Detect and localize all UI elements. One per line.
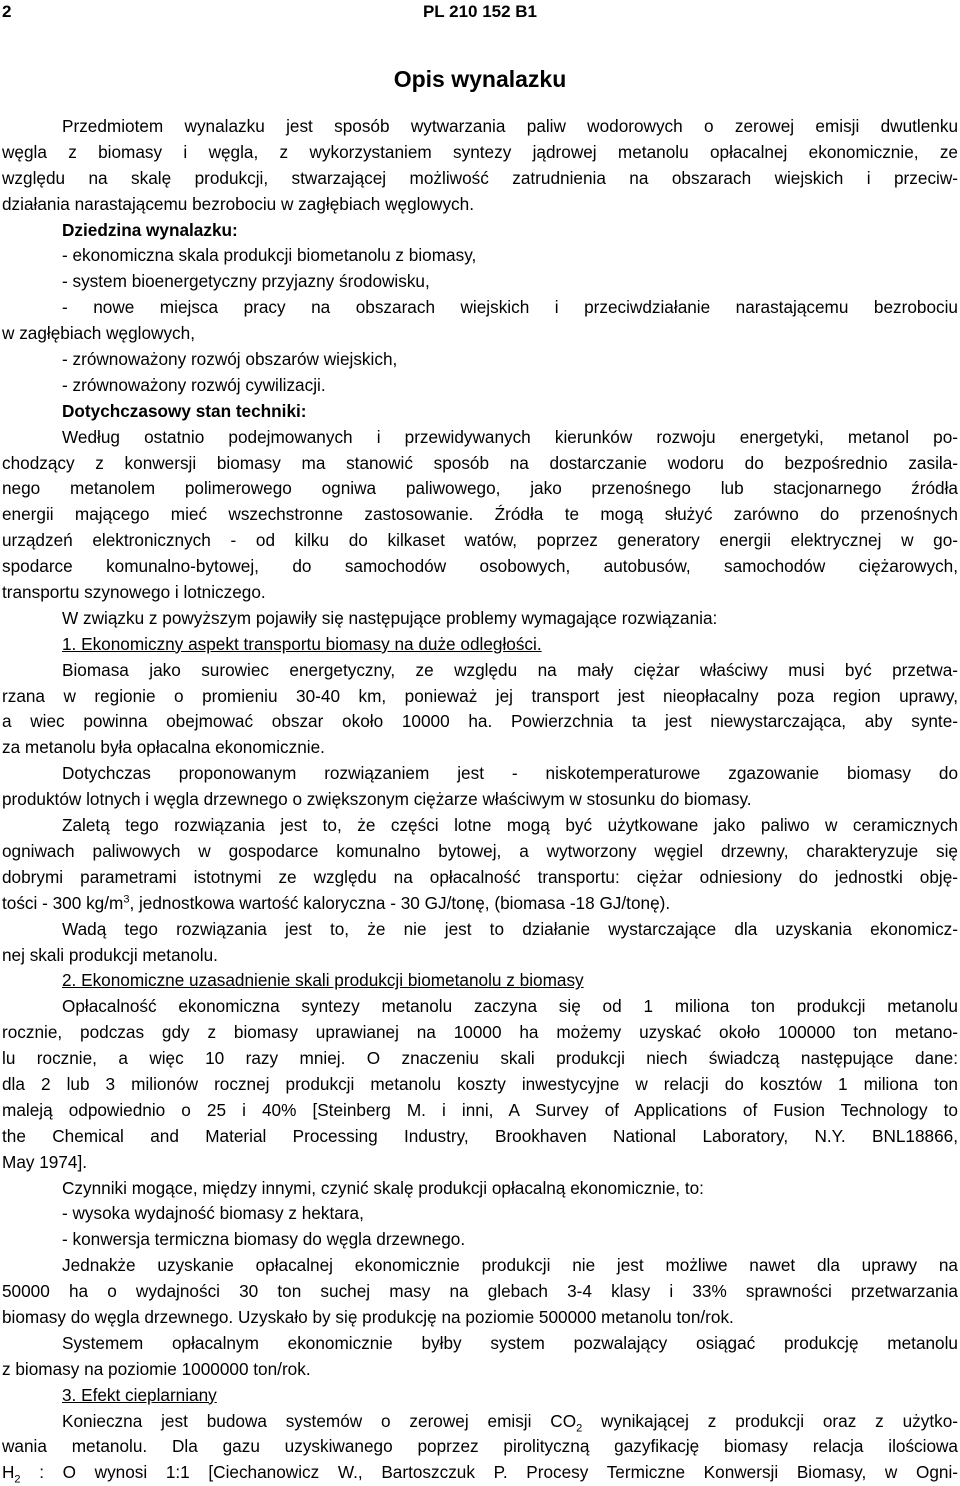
text-line: Dotychczas proponowanym rozwiązaniem jest - niskotemperaturowe zgazowanie biomasy do (62, 763, 958, 784)
text-line: transportu szynowego i lotniczego. (2, 582, 266, 603)
text-span: Konieczna jest budowa systemów o zerowej emisji CO (62, 1410, 577, 1431)
text-line: wania metanolu. Dla gazu uzyskiwanego poprzez pirolityczną gazyfikację biomasy relacja ilościowa (2, 1436, 958, 1457)
text-line: Według ostatnio podejmowanych i przewidywanych kierunków rozwoju energetyki, metanol po- (62, 426, 958, 447)
text-line: w zagłębiach węglowych, (2, 323, 195, 344)
text-line: względu na skalę produkcji, stwarzającej możliwość zatrudnienia na obszarach wiejskich i przeciw- (2, 167, 958, 188)
list-item: - system bioenergetyczny przyjazny środowisku, (62, 271, 430, 292)
text-line: maleją odpowiednio o 25 i 40% [Steinberg M. i inni, A Survey of Applications of Fusion Technology to (2, 1099, 958, 1120)
list-item: - zrównoważony rozwój cywilizacji. (62, 374, 326, 395)
text-line: May 1974]. (2, 1151, 88, 1172)
text-line: działania narastającemu bezrobociu w zagłębiach węglowych. (2, 193, 474, 214)
text-line (2, 1460, 958, 1486)
text-line (2, 891, 958, 917)
text-line: dobrymi parametrami istotnymi ze względu na opłacalność transportu: ciężar odniesiony do jednostki obję- (2, 866, 958, 887)
text-span: : O wynosi 1:1 [Ciechanowicz W., Bartoszczuk P. Procesy Termiczne Konwersji Biomasy, w Ogni- (20, 1462, 958, 1483)
list-item: - nowe miejsca pracy na obszarach wiejskich i przeciwdziałanie narastającemu bezrobociu (62, 297, 958, 318)
text-line: z biomasy na poziomie 1000000 ton/rok. (2, 1358, 311, 1379)
text-line: ogniwach paliwowych w gospodarce komunalno bytowej, a wytworzony węgiel drzewny, charakteryzuje się (2, 840, 958, 861)
text-line: rocznie, podczas gdy z biomasy uprawianej na 10000 ha możemy uzyskać około 100000 ton metano- (2, 1022, 958, 1043)
list-item: - konwersja termiczna biomasy do węgla drzewnego. (62, 1229, 466, 1250)
text-line: Opłacalność ekonomiczna syntezy metanolu zaczyna się od 1 miliona ton produkcji metanolu (62, 996, 958, 1017)
patent-number: PL 210 152 B1 (422, 2, 538, 21)
text-line: Biomasa jako surowiec energetyczny, ze względu na mały ciężar właściwy musi być przetwa- (62, 659, 958, 680)
text-line: Czynniki mogące, między innymi, czynić skalę produkcji opłacalną ekonomicznie, to: (62, 1177, 704, 1198)
text-span: , jednostkowa wartość kaloryczna - 30 GJ/tonę, (biomasa -18 GJ/tonę). (129, 892, 671, 913)
text-line: chodzący z konwersji biomasy ma stanowić sposób na dostarczanie wodoru do bezpośrednio zasila- (2, 452, 958, 473)
text-line: Wadą tego rozwiązania jest to, że nie jest to działanie wystarczające dla uzyskania ekonomicz- (62, 918, 958, 939)
text-line: dla 2 lub 3 milionów rocznej produkcji metanolu koszty inwestycyjne w relacji do kosztów 1 miliona ton (2, 1073, 958, 1094)
superscript: 3 (123, 892, 130, 905)
text-line: the Chemical and Material Processing Industry, Brookhaven National Laboratory, N.Y. BNL18866, (2, 1125, 958, 1146)
text-line: a wiec powinna obejmować obszar około 10000 ha. Powierzchnia ta jest niewystarczająca, aby synte- (2, 711, 958, 732)
text-line: urządzeń elektronicznych - od kilku do kilkaset watów, poprzez generatory energii elektrycznej w go- (2, 530, 958, 551)
text-line: Przedmiotem wynalazku jest sposób wytwarzania paliw wodorowych o zerowej emisji dwutlenku (62, 116, 958, 136)
page-header (0, 2, 960, 26)
text-line: rzana w regionie o promieniu 30-40 km, ponieważ jej transport jest nieopłacalny poza region uprawy, (2, 685, 958, 706)
text-line: 50000 ha o wydajności 30 ton suchej masy na glebach 3-4 klasy i 33% sprawności przetwarzania (2, 1281, 958, 1302)
text-span: wynikającej z produkcji oraz z użytko- (582, 1410, 958, 1431)
subsection-heading: 2. Ekonomiczne uzasadnienie skali produkcji biometanolu z biomasy (62, 970, 584, 991)
text-line: za metanolu była opłacalna ekonomicznie. (2, 737, 325, 758)
text-span: tości - 300 kg/m (2, 892, 124, 913)
section-heading: Dziedzina wynalazku: (62, 219, 238, 240)
list-item: - wysoka wydajność biomasy z hektara, (62, 1203, 364, 1224)
document-body (2, 114, 958, 1486)
text-line (2, 1409, 958, 1435)
text-line: W związku z powyższym pojawiły się następujące problemy wymagające rozwiązania: (62, 607, 718, 628)
subscript: 2 (14, 1473, 21, 1486)
text-line: Systemem opłacalnym ekonomicznie byłby system pozwalający osiągać produkcję metanolu (62, 1332, 958, 1353)
document-title: Opis wynalazku (393, 66, 567, 92)
text-line: Zaletą tego rozwiązania jest to, że części lotne mogą być użytkowane jako paliwo w ceramicznych (62, 815, 958, 836)
list-item: - ekonomiczna skala produkcji biometanolu z biomasy, (62, 245, 477, 266)
text-line: węgla z biomasy i węgla, z wykorzystaniem syntezy jądrowej metanolu opłacalnej ekonomicznie, ze (2, 141, 958, 162)
text-line: Jednakże uzyskanie opłacalnej ekonomicznie produkcji nie jest możliwe nawet dla uprawy na (62, 1255, 958, 1276)
text-line: nej skali produkcji metanolu. (2, 944, 218, 965)
text-line: nego metanolem polimerowego ogniwa paliwowego, jako przenośnego lub stacjonarnego źródła (2, 478, 958, 499)
page-number: 2 (2, 2, 12, 21)
subsection-heading: 3. Efekt cieplarniany (62, 1384, 217, 1405)
subsection-heading: 1. Ekonomiczny aspekt transportu biomasy na duże odległości. (62, 633, 542, 654)
text-line: produktów lotnych i węgla drzewnego o zwiększonym ciężarze właściwym w stosunku do biomasy. (2, 789, 752, 810)
text-line: energii mającego mieć wszechstronne zastosowanie. Źródła te mogą służyć zarówno do przenośnych (2, 504, 958, 525)
text-line: spodarce komunalno-bytowej, do samochodów osobowych, autobusów, samochodów ciężarowych, (2, 556, 958, 577)
list-item: - zrównoważony rozwój obszarów wiejskich, (62, 349, 398, 370)
subscript: 2 (576, 1421, 583, 1434)
text-line: biomasy do węgla drzewnego. Uzyskało by się produkcję na poziomie 500000 metanolu ton/rok. (2, 1306, 734, 1327)
section-heading: Dotychczasowy stan techniki: (62, 400, 307, 421)
text-span: H (2, 1462, 15, 1483)
text-line: lu rocznie, a więc 10 razy mniej. O znaczeniu skali produkcji niech świadczą następujące dane: (2, 1048, 958, 1069)
